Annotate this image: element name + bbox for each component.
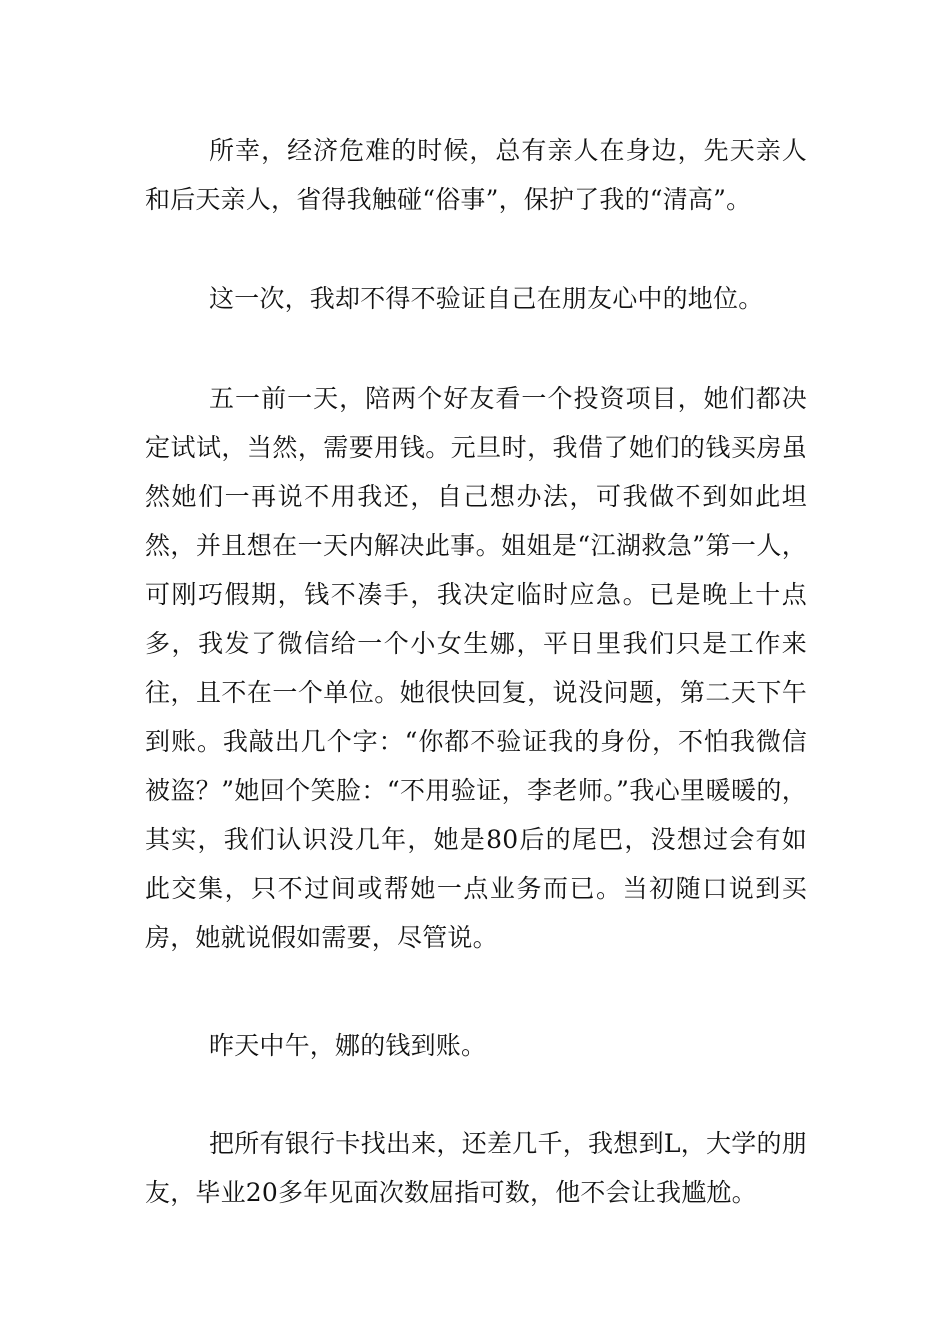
paragraph-1: 所幸，经济危难的时候，总有亲人在身边，先天亲人和后天亲人，省得我触碰“俗事”，保护了我的“清高”。 [145, 136, 807, 214]
paragraph-3: 五一前一天，陪两个好友看一个投资项目，她们都决定试试，当然，需要用钱。元旦时，我借了她们的钱买房虽然她们一再说不用我还，自己想办法，可我做不到如此坦然，并且想在一天内解决此事。姐姐是“江湖救急”第一人，可刚巧假期，钱不凑手，我决定临时应急。已是晚上十点多，我发了微信给一个小女生娜，平日里我们只是工作来往，且不在一个单位。她很快回复，说没问题，第二天下午到账。我敲出几个字：“你都不验证我的身份，不怕我微信被盗？”她回个笑脸：“不用验证，李老师。”我心里暖暖的，其实，我们认识没几年，她是80后的尾巴，没想过会有如此交集，只不过间或帮她一点业务而已。当初随口说到买房，她就说假如需要，尽管说。 [145, 384, 807, 952]
paragraph-2: 这一次，我却不得不验证自己在朋友心中的地位。 [209, 284, 764, 313]
paragraph-4: 昨天中午，娜的钱到账。 [209, 1031, 487, 1060]
paragraph-5: 把所有银行卡找出来，还差几千，我想到L，大学的朋友，毕业20多年见面次数屈指可数，他不会让我尴尬。 [145, 1129, 807, 1207]
